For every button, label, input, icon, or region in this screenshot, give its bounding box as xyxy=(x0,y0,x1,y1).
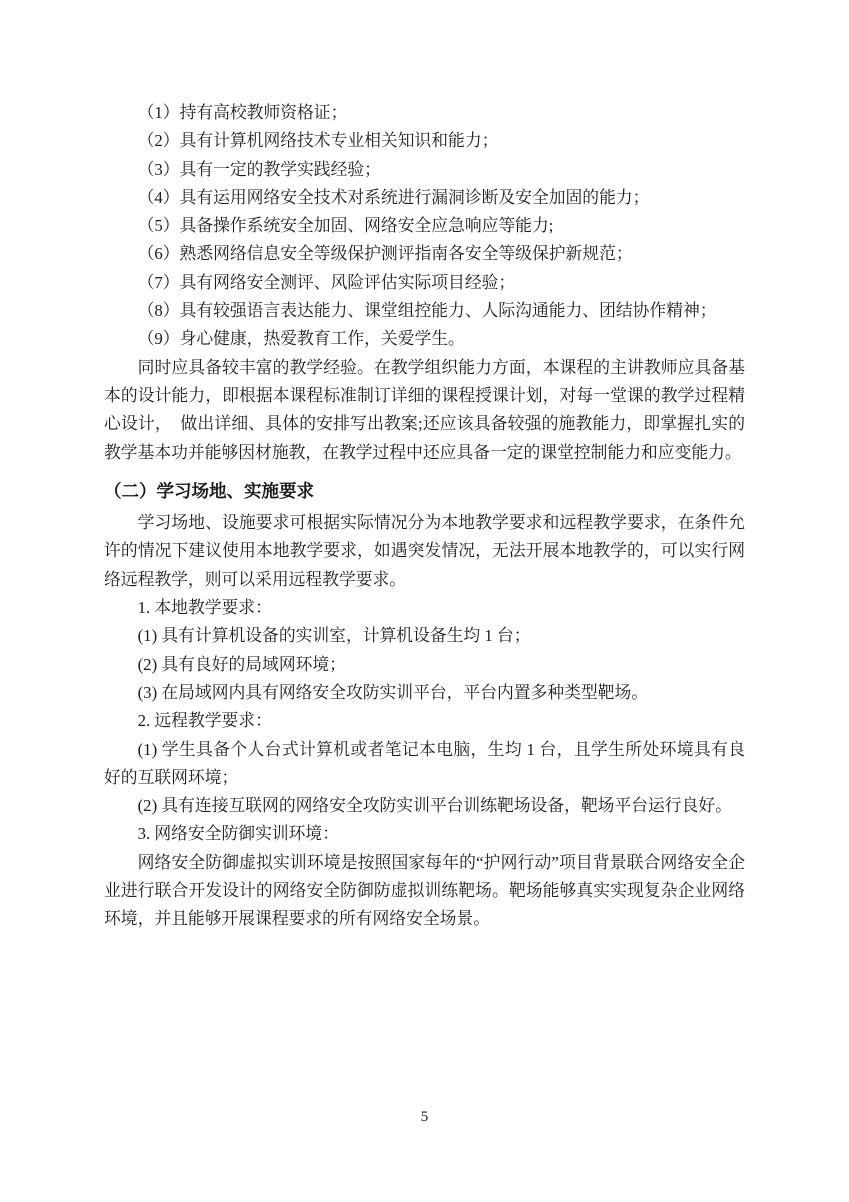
qualification-item: （4）具有运用网络安全技术对系统进行漏洞诊断及安全加固的能力； xyxy=(137,187,650,207)
qualification-item: （5）具备操作系统安全加固、网络安全应急响应等能力; xyxy=(137,216,554,236)
remote-requirement-item: (1) 学生具备个人台式计算机或者笔记本电脑，生均 1 台，且学生所处环境具有良好的互联网环境； xyxy=(104,739,745,787)
qualification-item: （3）具有一定的教学实践经验； xyxy=(137,159,381,179)
document-content xyxy=(104,99,745,934)
qualification-item: （9）身心健康，热爱教育工作，关爱学生。 xyxy=(137,329,465,349)
defense-env-paragraph: 网络安全防御虚拟实训环境是按照国家每年的“护网行动”项目背景联合网络安全企业进行联合开发设计的网络安全防御防虚拟训练靶场。靶场能够真实实现复杂企业网络环境，并且能够开展课程要求的所有网络安全场景。 xyxy=(104,852,745,929)
section-heading: （二）学习场地、实施要求 xyxy=(104,480,314,501)
qualification-item: （8）具有较强语言表达能力、课堂组控能力、人际沟通能力、团结协作精神； xyxy=(137,301,717,321)
defense-env-title: 3. 网络安全防御实训环境： xyxy=(137,824,339,844)
teaching-experience-paragraph: 同时应具备较丰富的教学经验。在教学组织能力方面，本课程的主讲教师应具备基本的设计能力，即根据本课程标准制订详细的课程授课计划，对每一堂课的教学过程精心设计， 做出详细、具体的安排写出教案;还应该具备较强的施教能力，即掌握扎实的教学基本功并能够因材施教，在教学过程中还应具备一定的课堂控制能力和应变能力。 xyxy=(104,357,745,462)
local-requirements-title: 1. 本地教学要求： xyxy=(137,598,272,618)
qualification-item: （7）具有网络安全测评、风险评估实际项目经验； xyxy=(137,272,516,292)
local-requirement-item: (2) 具有良好的局域网环境； xyxy=(137,654,346,674)
qualification-item: （2）具有计算机网络技术专业相关知识和能力； xyxy=(137,131,499,151)
local-requirement-item: (1) 具有计算机设备的实训室，计算机设备生均 1 台； xyxy=(137,626,531,646)
page-number: 5 xyxy=(420,1109,429,1125)
remote-requirements-title: 2. 远程教学要求： xyxy=(137,711,272,731)
remote-requirement-item: (2) 具有连接互联网的网络安全攻防实训平台训练靶场设备，靶场平台运行良好。 xyxy=(137,796,732,816)
local-requirement-item: (3) 在局域网内具有网络安全攻防实训平台，平台内置多种类型靶场。 xyxy=(137,682,649,702)
section-intro-paragraph: 学习场地、设施要求可根据实际情况分为本地教学要求和远程教学要求，在条件允许的情况下建议使用本地教学要求，如遇突发情况，无法开展本地教学的，可以实行网络远程教学，则可以采用远程教学要求。 xyxy=(104,513,745,589)
qualification-item: （1）持有高校教师资格证； xyxy=(137,103,348,122)
qualification-item: （6）熟悉网络信息安全等级保护测评指南各安全等级保护新规范； xyxy=(137,244,633,264)
